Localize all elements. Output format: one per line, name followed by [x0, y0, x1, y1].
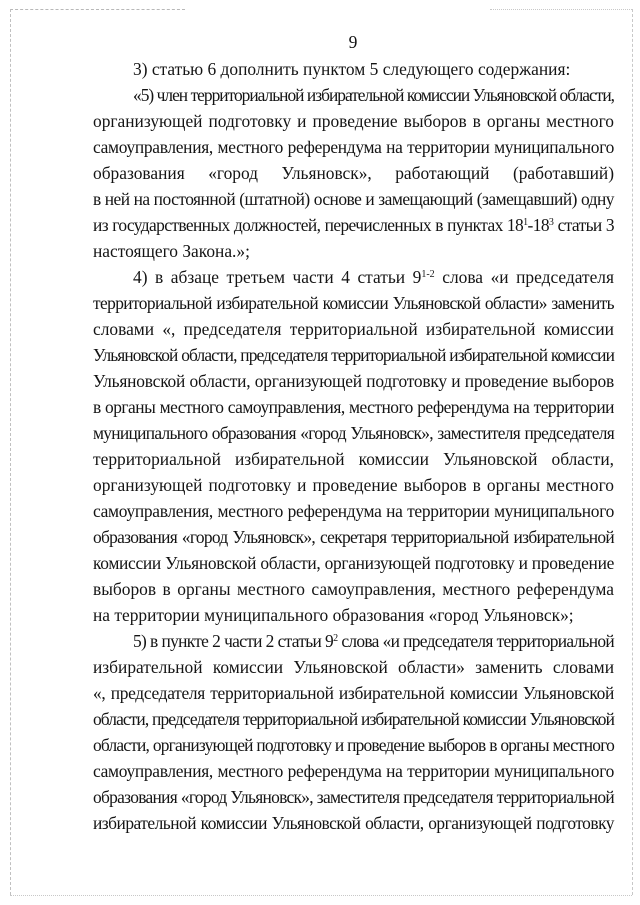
- text-line: «, председателя территориальной избирательной комиссии Ульяновской: [93, 683, 614, 703]
- text-line: выборов в органы местного самоуправления, местного референдума: [93, 579, 614, 599]
- text-line: области, организующей подготовку и проведение выборов в органы местного: [93, 735, 614, 755]
- text-line: территориальной избирательной комиссии Ульяновской области» заменить: [93, 293, 614, 313]
- text-line: словами «, председателя территориальной избирательной комиссии: [93, 319, 614, 339]
- document-body: [93, 56, 614, 836]
- text-line: образования «город Ульяновск», секретаря территориальной избирательной: [93, 527, 614, 547]
- text-line: организующей подготовку и проведение выборов в органы местного: [93, 475, 614, 495]
- text-line: самоуправления, местного референдума на территории муниципального: [93, 137, 614, 157]
- text-line: области, председателя территориальной избирательной комиссии Ульяновской: [93, 709, 614, 729]
- text-line: избирательной комиссии Ульяновской области» заменить словами: [93, 657, 614, 677]
- text-line: в органы местного самоуправления, местного референдума на территории: [93, 397, 614, 417]
- text-line: самоуправления, местного референдума на территории муниципального: [93, 501, 614, 521]
- text-line-with-superscript: 4) в абзаце третьем части 4 статьи 9$^{1-2}$ слова «и председателя: [133, 267, 614, 287]
- text-line: «5) член территориальной избирательной комиссии Ульяновской области,: [133, 85, 614, 105]
- text-line: в ней на постоянной (штатной) основе и замещающий (замещавший) одну: [93, 189, 614, 209]
- text-line: образования «город Ульяновск», работающий (работавший): [93, 163, 614, 183]
- paragraph-item-4: [93, 264, 614, 628]
- text-line: Ульяновской области, председателя территориальной избирательной комиссии: [93, 345, 614, 365]
- text-line: самоуправления, местного референдума на территории муниципального: [93, 761, 614, 781]
- page-number: 9: [348, 32, 358, 52]
- text-line: комиссии Ульяновской области, организующей подготовку и проведение: [93, 553, 614, 573]
- text-line-with-superscripts: из государственных должностей, перечисленных в пунктах $18^1-18^3$ статьи 3: [93, 215, 614, 235]
- paragraph-item-3-quote: [93, 82, 614, 264]
- paragraph-item-3: [93, 56, 614, 82]
- text-line: территориальной избирательной комиссии Ульяновской области,: [93, 449, 614, 469]
- text-line: муниципального образования «город Ульяновск», заместителя председателя: [93, 423, 614, 443]
- paragraph-item-5: [93, 628, 614, 836]
- scan-border-left: [10, 9, 11, 895]
- text-line: настоящего Закона.»;: [93, 241, 250, 261]
- text-line: Ульяновской области, организующей подготовку и проведение выборов: [93, 371, 614, 391]
- text-line: на территории муниципального образования «город Ульяновск»;: [93, 605, 574, 625]
- text-line: образования «город Ульяновск», заместителя председателя территориальной: [93, 787, 614, 807]
- scan-border-right: [632, 9, 633, 895]
- scan-border-bottom: [10, 895, 632, 896]
- text-line: организующей подготовку и проведение выборов в органы местного: [93, 111, 614, 131]
- text-line-with-superscript: 5) в пункте 2 части 2 статьи $9^2$ слова «и председателя территориальной: [133, 631, 614, 651]
- text-line: 3) статью 6 дополнить пунктом 5 следующего содержания:: [133, 59, 571, 79]
- text-line: избирательной комиссии Ульяновской области, организующей подготовку: [93, 813, 614, 833]
- scan-border-top-right: [490, 9, 632, 10]
- scan-border-top: [10, 9, 185, 10]
